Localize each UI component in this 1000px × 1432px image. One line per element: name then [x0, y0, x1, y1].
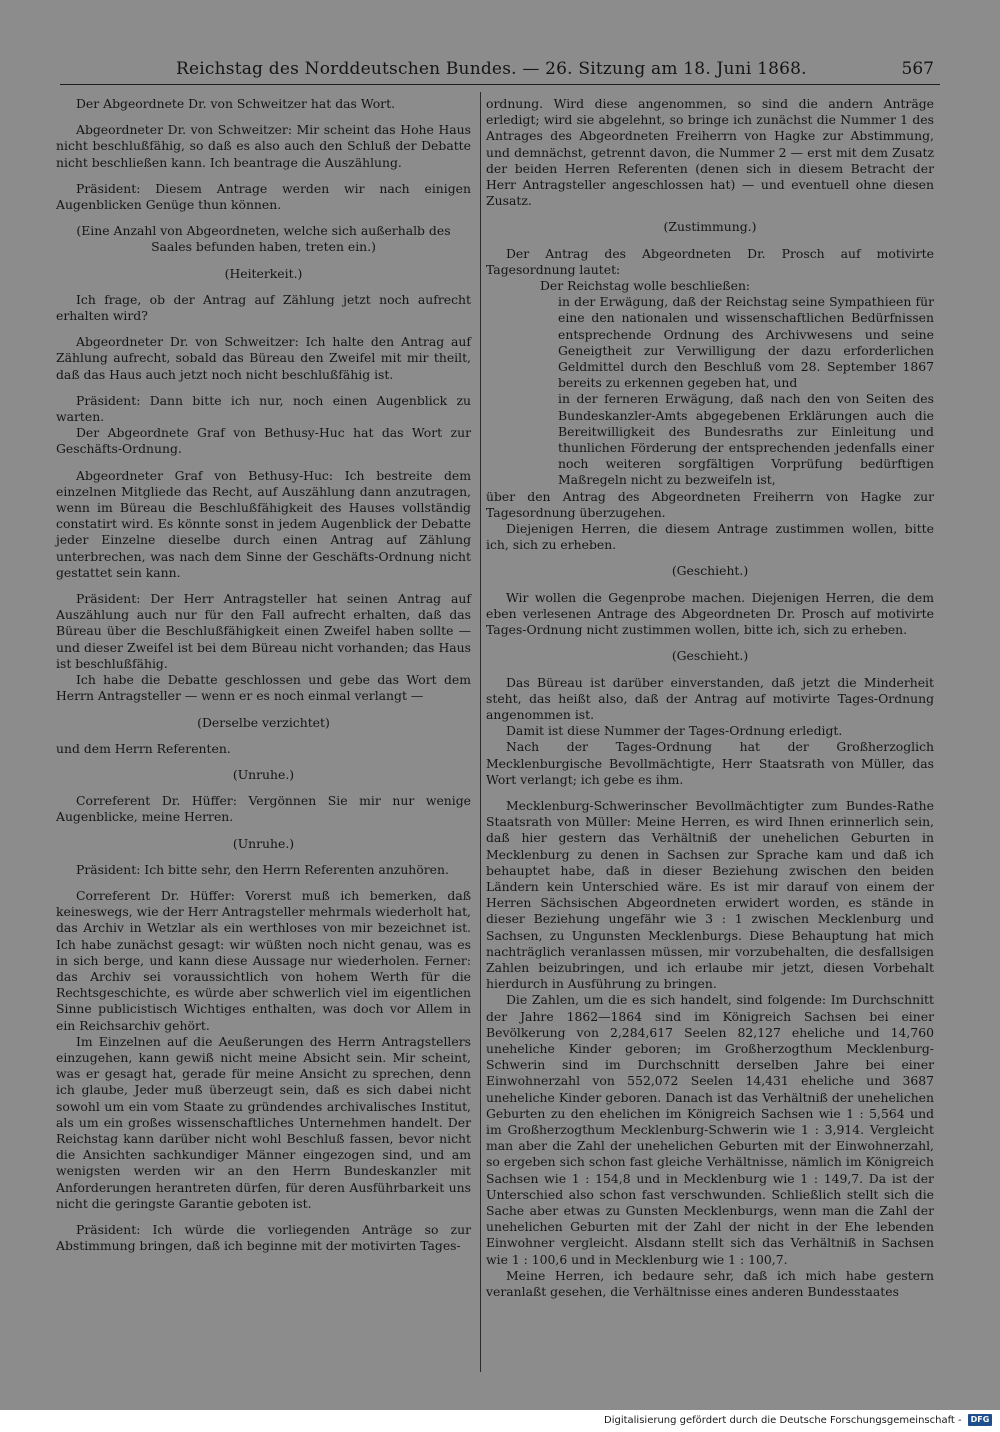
stage-direction: (Geschieht.) — [671, 563, 749, 579]
paragraph: Abgeordneter Dr. von Schweitzer: Mir scheint das Hohe Haus nicht beschlußfähig, so daß es also auch den Schluß der Debatte nicht beschließen kann. Ich beantrage die Auszählung. — [56, 122, 471, 170]
motion-text: in der Erwägung, daß der Reichstag seine Sympathieen für eine den nationalen und wissenschaftlichen Bedürfnissen entsprechende Ordnung des Archivwesens und seine Geneigtheit zur Verwilligung der dazu erforderlichen Geldmittel durch den Beschluß vom 28. September 1867 bereits zu erkennen gegeben hat, und — [558, 294, 934, 391]
stage-direction: (Unruhe.) — [232, 766, 295, 782]
paragraph: Im Einzelnen auf die Aeußerungen des Herrn Antragstellers einzugehen, kann gewiß nicht meine Absicht sein. Mir scheint, was er gesagt hat, gerade für meine Ansicht zu sprechen, denn ich glaube, Jeder muß überzeugt sein, daß es sich dabei nicht sowohl um ein vom Staate zu gründendes archivalisches Institut, als um ein großes wissenschaftliches Unternehmen handelt. Der Reichstag kann darüber nicht wohl Beschluß fassen, bevor nicht die Ansichten sachkundiger Männer eingezogen sind, und am wenigsten werden wir an den Herrn Bundeskanzler mit Anforderungen herantreten dürfen, für deren Ausführbarkeit uns nicht die geringste Garantie geboten ist. — [56, 1033, 471, 1211]
paragraph: Präsident: Der Herr Antragsteller hat seinen Antrag auf Auszählung auch nur für den Fall aufrecht erhalten, daß das Büreau über die Beschlußfähigkeit einen Zweifel haben sollte — und dieser Zweifel ist bei dem Büreau nicht vorhanden; das Haus ist beschlußfähig. — [56, 591, 471, 671]
column-divider — [480, 92, 481, 1372]
paragraph: Abgeordneter Dr. von Schweitzer: Ich halte den Antrag auf Zählung aufrecht, sobald das Büreau den Zweifel mit mir theilt, daß das Haus auch jetzt noch nicht beschlußfähig ist. — [56, 334, 471, 382]
stage-direction: (Eine Anzahl von Abgeordneten, welche sich außerhalb des Saales befunden haben, treten ein.) — [76, 223, 451, 255]
paragraph: ordnung. Wird diese angenommen, so sind die andern Anträge erledigt; wird sie abgelehnt, so bringe ich zunächst die Nummer 1 des Antrages des Abgeordneten Freiherrn von Hagke zur Abstimmung, und demnächst, getrennt davon, die Nummer 2 — erst mit dem Zusatz der beiden Herren Referenten (denen sich in diesem Betracht der Herr Antragsteller angeschlossen hat) — und eventuell ohne diesen Zusatz. — [486, 96, 934, 209]
right-column — [486, 96, 934, 1310]
header-rule — [60, 84, 940, 85]
motion-text: in der ferneren Erwägung, daß nach den von Seiten des Bundeskanzler-Amts abgegebenen Erklärungen auch die Bereitwilligkeit des Bundesraths zur Einleitung und thunlichen Förderung der entsprechenden jedenfalls einer noch weiteren sorgfältigen Vorprüfung bedürftigen Maßregeln nicht zu bezweifeln ist, — [558, 391, 934, 488]
stage-direction: (Zustimmung.) — [663, 219, 757, 235]
motion-text: Der Reichstag wolle beschließen: — [540, 278, 751, 294]
paragraph: Das Büreau ist darüber einverstanden, daß jetzt die Minderheit steht, das heißt also, daß der Antrag auf motivirte Tages-Ordnung angenommen ist. — [486, 674, 934, 722]
paragraph: Die Zahlen, um die es sich handelt, sind folgende: Im Durchschnitt der Jahre 1862—1864 sind im Königreich Sachsen bei einer Bevölkerung von 2,284,617 Seelen 82,127 eheliche und 14,760 uneheliche Kinder geboren; im Großherzogthum Mecklenburg-Schwerin sind im Durchschnitt derselben Jahre bei einer Einwohnerzahl von 552,072 Seelen 14,431 eheliche und 3687 uneheliche Kinder geboren. Danach ist das Verhältniß der unehelichen Geburten zu den ehelichen im Königreich Sachsen wie 1 : 5,564 und im Großherzogthum Mecklenburg-Schwerin wie 1 : 3,914. Vergleicht man aber die Zahl der unehelichen Geburten mit der Einwohnerzahl, so ergeben sich schon fast gleiche Verhältnisse, nämlich im Königreich Sachsen wie 1 : 154,8 und in Mecklenburg wie 1 : 149,7. Da ist der Unterschied also schon fast verschwunden. Schließlich stellt sich die Sache aber etwas zu Gunsten Mecklenburgs, wenn man die Zahl der unehelichen Geburten mit der Zahl der nicht in der Ehe lebenden Einwohner vergleicht. Alsdann stellt sich das Verhältniß in Sachsen wie 1 : 100,6 und in Mecklenburg wie 1 : 100,7. — [486, 992, 934, 1267]
paragraph: und dem Herrn Referenten. — [56, 740, 231, 756]
digitization-credit — [604, 1414, 988, 1428]
paragraph: Abgeordneter Graf von Bethusy-Huc: Ich bestreite dem einzelnen Mitgliede das Recht, auf Auszählung dann anzutragen, wenn im Büreau die Beschlußfähigkeit des Hauses vollständig constatirt wird. Es könnte sonst in jedem Augenblick der Debatte jeder Einzelne dieselbe durch einen Antrag auf Zählung unterbrechen, was nach dem Sinne der Geschäfts-Ordnung nicht gestattet sein kann. — [56, 467, 471, 580]
paragraph: Präsident: Dann bitte ich nur, noch einen Augenblick zu warten. — [56, 392, 471, 425]
paragraph: Präsident: Ich bitte sehr, den Herrn Referenten anzuhören. — [76, 861, 449, 877]
page-number: 567 — [901, 59, 934, 79]
paragraph: Mecklenburg-Schwerinscher Bevollmächtigter zum Bundes-Rathe Staatsrath von Müller: Meine Herren, es wird Ihnen erinnerlich sein, daß hier gestern das Verhältniß der unehelichen Geburten in Mecklenburg zu denen in Sachsen zur Sprache kam und daß ich behauptet habe, daß in dieser Beziehung zwischen den beiden Ländern kein Unterschied wäre. Es ist mir darauf von einem der Herren Sächsischen Abgeordneten erwidert worden, es stände in dieser Beziehung ungefähr wie 3 : 1 zwischen Mecklenburg und Sachsen, zu Ungunsten Mecklenburgs. Diese Behauptung hat mich nachträglich veranlassen müssen, mir vorzubehalten, die desfallsigen Zahlen beizubringen, und ich erlaube mir jetzt, diesen Vorbehalt hierdurch in Ausführung zu bringen. — [486, 797, 934, 992]
left-column — [56, 96, 471, 1264]
paragraph: Correferent Dr. Hüffer: Vorerst muß ich bemerken, daß keineswegs, wie der Herr Antragsteller mehrmals wiederholt hat, das Archiv in Wetzlar als ein werthloses von mir bezeichnet ist. Ich habe zunächst gesagt: wir wüßten noch nicht genau, was es in sich berge, und kann diese Aussage nur wiederholen. Ferner: das Archiv sei voraussichtlich von hohem Werth für die Rechtsgeschichte, es würde aber schwerlich viel im eigentlichen Sinne publicistisch Wichtiges enthalten, was doch vor Allem in ein Reichsarchiv gehört. — [56, 887, 471, 1033]
paragraph: Ich frage, ob der Antrag auf Zählung jetzt noch aufrecht erhalten wird? — [56, 291, 471, 324]
paragraph: Präsident: Diesem Antrage werden wir nach einigen Augenblicken Genüge thun können. — [56, 180, 471, 213]
paragraph: über den Antrag des Abgeordneten Freiherrn von Hagke zur Tagesordnung überzugehen. — [486, 488, 934, 520]
paragraph: Nach der Tages-Ordnung hat der Großherzoglich Mecklenburgische Bevollmächtigte, Herr Staatsrath von Müller, das Wort verlangt; ich gebe es ihm. — [486, 739, 934, 787]
running-title: Reichstag des Norddeutschen Bundes. — 26. Sitzung am 18. Juni 1868. — [176, 59, 807, 79]
paragraph: Correferent Dr. Hüffer: Vergönnen Sie mir nur wenige Augenblicke, meine Herren. — [56, 793, 471, 825]
running-head — [0, 58, 1000, 82]
paragraph: Wir wollen die Gegenprobe machen. Diejenigen Herren, die dem eben verlesenen Antrage des Abgeordneten Dr. Prosch auf motivirte Tages-Ordnung nicht zustimmen wollen, bitte ich, sich zu erheben. — [486, 589, 934, 638]
paragraph: Diejenigen Herren, die diesem Antrage zustimmen wollen, bitte ich, sich zu erheben. — [486, 521, 934, 553]
paragraph: Der Abgeordnete Dr. von Schweitzer hat das Wort. — [76, 96, 396, 111]
paragraph: Der Antrag des Abgeordneten Dr. Prosch auf motivirte Tagesordnung lautet: — [486, 245, 934, 277]
paragraph: Meine Herren, ich bedaure sehr, daß ich mich habe gestern veranlaßt gesehen, die Verhältnisse eines anderen Bundesstaates — [486, 1267, 934, 1300]
credit-text: Digitalisierung gefördert durch die Deutsche Forschungsgemeinschaft - — [604, 1415, 962, 1426]
stage-direction: (Geschieht.) — [671, 648, 749, 664]
paragraph: Ich habe die Debatte geschlossen und gebe das Wort dem Herrn Antragsteller — wenn er es noch einmal verlangt — — [56, 672, 471, 704]
stage-direction: (Unruhe.) — [232, 835, 295, 851]
paragraph: Der Abgeordnete Graf von Bethusy-Huc hat das Wort zur Geschäfts-Ordnung. — [56, 425, 471, 457]
stage-direction: (Heiterkeit.) — [224, 265, 303, 281]
dfg-logo: DFG — [968, 1414, 993, 1426]
paragraph: Präsident: Ich würde die vorliegenden Anträge so zur Abstimmung bringen, daß ich beginne mit der motivirten Tages- — [56, 1221, 471, 1254]
stage-direction: (Derselbe verzichtet) — [197, 714, 330, 730]
paragraph: Damit ist diese Nummer der Tages-Ordnung erledigt. — [506, 723, 843, 739]
